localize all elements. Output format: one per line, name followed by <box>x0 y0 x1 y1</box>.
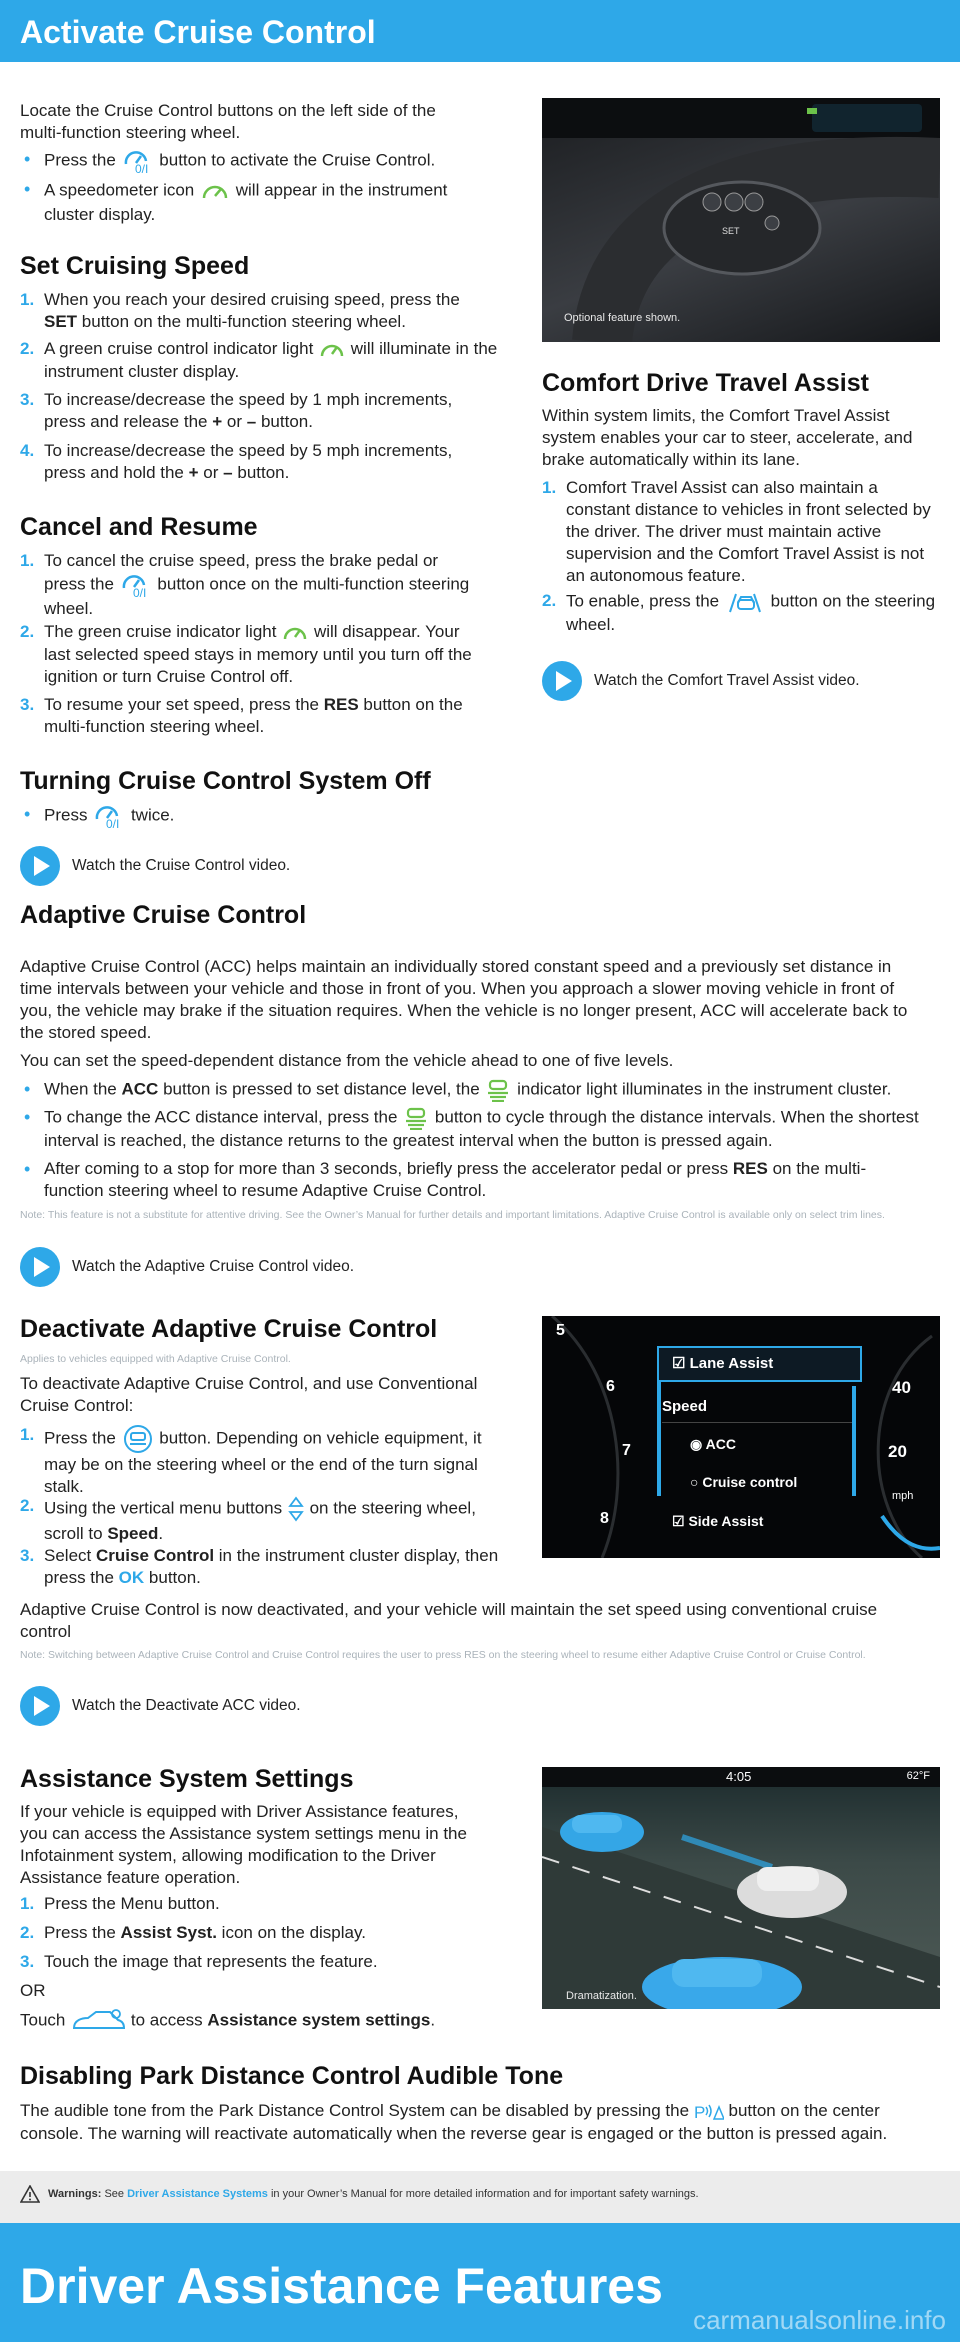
svg-text:0/I: 0/I <box>134 162 148 174</box>
touch-text: Touch to access Assistance system settings. <box>20 2008 520 2034</box>
list-item: • A speedometer icon will appear in the instrument cluster display. <box>24 179 448 224</box>
intro-text: Locate the Cruise Control buttons on the left side of the multi-function steering wheel. <box>20 101 436 142</box>
acc-note: Note: This feature is not a substitute for attentive driving. See the Owner’s Manual for further details and important limitations. Adaptive Cruise Control is available only on select trim lines. <box>20 1209 885 1221</box>
cruise-button-icon <box>92 803 126 829</box>
speed-menu-label: Speed <box>662 1398 708 1415</box>
cruise-indicator-icon <box>318 339 346 361</box>
park-distance-icon <box>694 2101 724 2123</box>
ok-icon: OK <box>118 1568 145 1587</box>
gauge-tick: 6 <box>606 1378 615 1395</box>
list-item: 3. Touch the image that represents the feature. <box>20 1952 378 1971</box>
list-item: • Press 0/I twice. <box>24 804 175 829</box>
page-header <box>0 0 960 62</box>
menu-arrows-icon <box>287 1495 305 1523</box>
set-label: SET <box>722 226 740 236</box>
play-icon <box>542 661 582 701</box>
list-item: 1. To cancel the cruise speed, press the brake pedal or press the 0/I button once on the multi-function steering wheel. <box>20 551 470 618</box>
assist-display-image <box>542 1767 940 2009</box>
cruise-indicator-icon <box>281 622 309 644</box>
list-item: 2. Using the vertical menu buttons on the steering wheel, scroll to Speed. <box>20 1496 476 1543</box>
steering-caption: Optional feature shown. <box>564 312 681 324</box>
assist-title: Assistance System Settings <box>20 1765 354 1793</box>
list-item: 2. A green cruise control indicator light will illuminate in the instrument cluster display. <box>20 339 498 381</box>
deactivate-result: Adaptive Cruise Control is now deactivated, and your vehicle will maintain the set speed using conventional cruise control <box>20 1600 878 1641</box>
footer-title: Driver Assistance Features <box>20 2258 663 2314</box>
temperature: 62°F <box>906 1770 930 1782</box>
list-item: 3. Select Cruise Control in the instrument cluster display, then press the OK button. <box>20 1546 499 1587</box>
deactivate-title: Deactivate Adaptive Cruise Control <box>20 1315 438 1343</box>
pdc-text: The audible tone from the Park Distance Control System can be disabled by pressing the P button on the center console. The warning will reactivate automatically when the reverse gear is engaged or the button is pressed again. <box>20 2101 888 2143</box>
svg-text:0/I: 0/I <box>106 817 120 829</box>
gauge-tick: 5 <box>556 1322 565 1339</box>
svg-text:0/I: 0/I <box>132 586 147 598</box>
list-item: 1. Press the Menu button. <box>20 1894 220 1913</box>
gauge-tick: 40 <box>892 1378 911 1397</box>
list-item: • When the ACC button is pressed to set distance level, the indicator light illuminates in the instrument cluster. <box>20 1078 940 1102</box>
deactivate-intro: To deactivate Adaptive Cruise Control, and use Conventional Cruise Control: <box>20 1374 478 1415</box>
gauge-tick: 7 <box>622 1442 631 1459</box>
set-speed-title: Set Cruising Speed <box>20 252 250 280</box>
list-item: 2. To enable, press the button on the steering wheel. <box>542 591 936 634</box>
cruise-button-icon <box>119 572 153 598</box>
acc-indicator-icon <box>484 1078 512 1102</box>
owners-manual-link[interactable]: Driver Assistance Systems <box>127 2188 268 2200</box>
deactivate-video-link[interactable]: Watch the Deactivate ACC video. <box>20 1686 301 1726</box>
off-title: Turning Cruise Control System Off <box>20 767 431 795</box>
switch-note: Note: Switching between Adaptive Cruise Control and Cruise Control requires the user to press RES on the steering wheel to resume either Adaptive Cruise Control or Cruise Control. <box>20 1649 866 1661</box>
play-icon <box>20 1686 60 1726</box>
acc-title: Adaptive Cruise Control <box>20 901 307 929</box>
list-item: 1. Press the button. Depending on vehicle equipment, it may be on the steering wheel or the end of the turn signal stalk. <box>20 1425 482 1496</box>
list-item: 3. To resume your set speed, press the RES button on the multi-function steering wheel. <box>20 695 463 736</box>
side-assist-label: Side Assist <box>688 1513 764 1529</box>
list-item: 3. To increase/decrease the speed by 1 mph increments, press and release the + or – button. <box>20 390 453 431</box>
page-footer <box>0 2223 960 2342</box>
applies-note: Applies to vehicles equipped with Adaptive Cruise Control. <box>20 1353 291 1365</box>
list-item: • To change the ACC distance interval, press the button to cycle through the distance intervals. When the shortest interval is reached, the distance returns to the greatest interval when the button is pressed again. <box>24 1107 919 1150</box>
cluster-display-image: ☑ Lane Assist Speed ◉ ACC ○ Cruise control ☑ Side Assist 5 6 7 8 40 20 mph <box>542 1316 940 1558</box>
acc-distance-icon <box>402 1106 430 1130</box>
cruise-option: Cruise control <box>702 1474 798 1490</box>
list-item: 1. Comfort Travel Assist can also maintain a constant distance to vehicles in front selected by the driver. The driver must maintain active supervision and the Comfort Travel Assist is not an autonomous feature. <box>542 478 931 585</box>
assist-text: If your vehicle is equipped with Driver Assistance features, you can access the Assistance system settings menu in the Infotainment system, allowing modification to the Driver Assistance feature operation. <box>20 1802 467 1887</box>
cancel-title: Cancel and Resume <box>20 513 258 541</box>
comfort-text: Within system limits, the Comfort Travel Assist system enables your car to steer, accelerate, and brake automatically within its lane. <box>542 406 913 469</box>
list-item: 1. When you reach your desired cruising speed, press the SET button on the multi-function steering wheel. <box>20 290 460 331</box>
gauge-tick: 8 <box>600 1510 609 1527</box>
acc-option: ACC <box>705 1436 736 1452</box>
speedometer-icon <box>199 178 231 204</box>
list-item: 2. The green cruise indicator light will disappear. Your last selected speed stays in memory until you turn off the ignition or turn Cruise Control off. <box>20 622 472 686</box>
steering-wheel-image <box>542 98 940 342</box>
lane-assist-label: Lane Assist <box>689 1355 774 1372</box>
assist-caption: Dramatization. <box>566 1990 637 2002</box>
mph-unit: mph <box>892 1490 914 1502</box>
play-icon <box>20 1247 60 1287</box>
warning-icon <box>20 2185 40 2208</box>
clock: 4:05 <box>726 1769 752 1784</box>
play-icon <box>20 846 60 886</box>
car-settings-icon <box>70 2008 126 2034</box>
watermark: carmanualsonline.info <box>693 2305 946 2335</box>
svg-text:P: P <box>693 2102 706 2122</box>
list-item: 2. Press the Assist Syst. icon on the display. <box>20 1923 366 1942</box>
cruise-button-icon <box>121 148 155 174</box>
warning-bar: Warnings: See Driver Assistance Systems in your Owner’s Manual for more detailed information and for important safety warnings. <box>0 2171 960 2223</box>
list-item: 4. To increase/decrease the speed by 5 mph increments, press and hold the + or – button. <box>20 441 453 482</box>
acc-video-link[interactable]: Watch the Adaptive Cruise Control video. <box>20 1247 354 1287</box>
acc-paragraph: Adaptive Cruise Control (ACC) helps maintain an individually stored constant speed and a previously set distance in time intervals between your vehicle and those in front of you. When you approach a slower moving vehicle in front of you, the vehicle may brake if the situation requires. When the vehicle is no longer present, ACC will accelerate back to the stored speed. <box>20 957 908 1042</box>
gauge-tick: 20 <box>888 1442 907 1461</box>
comfort-title: Comfort Drive Travel Assist <box>542 369 869 397</box>
acc-levels-text: You can set the speed-dependent distance from the vehicle ahead to one of five levels. <box>20 1051 674 1070</box>
acc-button-icon <box>121 1424 155 1454</box>
or-text: OR <box>20 1981 46 2000</box>
list-item: • Press the 0/I button to activate the Cruise Control. <box>24 149 436 174</box>
cruise-video-link[interactable]: Watch the Cruise Control video. <box>20 846 290 886</box>
list-item: • After coming to a stop for more than 3 seconds, briefly press the accelerator pedal or press RES on the multi-function steering wheel to resume Adaptive Cruise Control. <box>24 1159 867 1200</box>
comfort-video-link[interactable]: Watch the Comfort Travel Assist video. <box>542 661 860 701</box>
page-title: Activate Cruise Control <box>20 14 376 50</box>
travel-assist-icon <box>724 590 766 614</box>
pdc-title: Disabling Park Distance Control Audible Tone <box>20 2062 564 2090</box>
